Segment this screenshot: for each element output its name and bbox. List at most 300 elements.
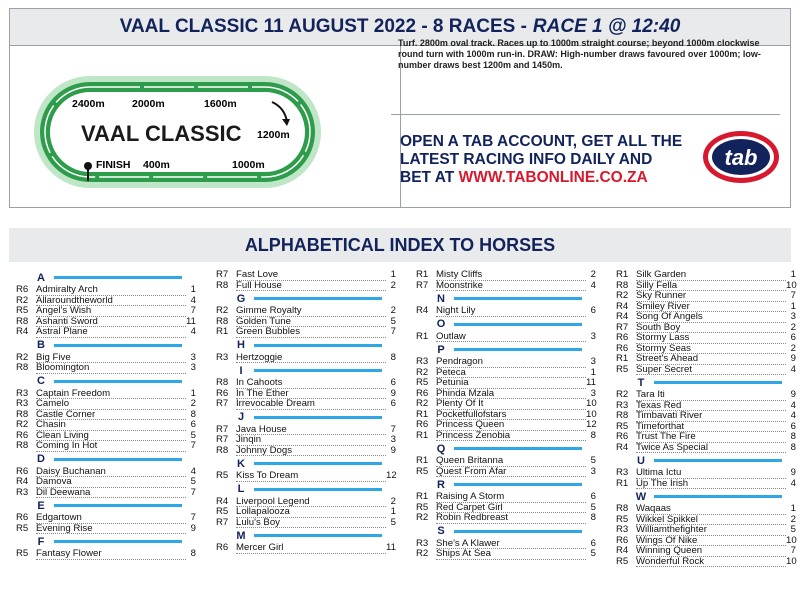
letter-header: [416, 317, 596, 332]
horse-name: Smiley River: [636, 302, 786, 313]
horse-name: Big Five: [36, 353, 186, 364]
horse-row: [216, 425, 396, 436]
race-number: R8: [616, 410, 629, 421]
letter-header: [16, 338, 196, 353]
draw-number: 3: [590, 465, 596, 477]
draw-number: 4: [190, 294, 196, 306]
race-number: R6: [216, 542, 229, 553]
horse-row: [216, 378, 396, 389]
letter-rule: [654, 459, 782, 462]
race-number: R7: [616, 321, 629, 333]
letter-rule: [54, 276, 182, 279]
race-number: R6: [416, 419, 429, 430]
draw-number: 10: [586, 398, 597, 409]
race-number: R8: [16, 315, 29, 327]
horse-row: [416, 431, 596, 442]
draw-number: 9: [390, 444, 396, 456]
race-number: R7: [216, 269, 229, 280]
race-number: R4: [16, 476, 29, 487]
horse-name: Irrevocable Dream: [236, 399, 386, 410]
horse-row: [216, 353, 396, 364]
horse-row: [216, 518, 396, 529]
horse-row: [616, 443, 796, 454]
horse-name: Red Carpet Girl: [436, 503, 586, 514]
horse-name: South Boy: [636, 323, 786, 334]
horse-name: Gimme Royalty: [236, 306, 386, 317]
letter-header: [16, 498, 196, 513]
draw-number: 7: [390, 326, 396, 337]
horse-row: [216, 399, 396, 410]
race-number: R4: [616, 300, 629, 312]
horse-row: [416, 503, 596, 514]
letter-rule: [454, 483, 582, 486]
letter-rule: [454, 348, 582, 351]
draw-number: 4: [790, 477, 796, 489]
horse-name: Robin Redbreast: [436, 513, 586, 524]
draw-number: 3: [590, 330, 596, 342]
horse-row: [216, 435, 396, 446]
draw-number: 3: [790, 311, 796, 322]
horse-name: Twice As Special: [636, 443, 786, 454]
race-number: R8: [16, 362, 29, 373]
label-1200: 1200m: [257, 129, 290, 141]
draw-number: 10: [786, 279, 797, 291]
horse-name: Quest From Afar: [436, 467, 586, 478]
letter: Q: [436, 442, 446, 455]
promo-line-2: [400, 151, 690, 169]
horse-name: Phinda Mzala: [436, 389, 586, 400]
tab-logo[interactable]: [700, 127, 782, 187]
draw-number: 7: [790, 290, 796, 301]
letter: I: [239, 364, 243, 377]
horse-name: In The Ether: [236, 389, 386, 400]
letter: M: [236, 529, 246, 542]
draw-number: 6: [190, 419, 196, 430]
horse-row: [16, 317, 196, 328]
draw-number: 5: [790, 524, 796, 535]
draw-number: 7: [790, 545, 796, 556]
letter-rule: [254, 534, 382, 537]
horse-name: Timeforthat: [636, 422, 786, 433]
horse-name: Silly Fella: [636, 281, 786, 292]
letter: N: [437, 292, 445, 305]
track-info: Turf. 2800m oval track. Races up to 1000m straight course; beyond 1000m clockwise round turn with 1000m run-in. DRAW: High-number draws favoured over 1000m; low-number draws best 1200m and 1450m.: [398, 38, 761, 70]
draw-number: 7: [190, 486, 196, 498]
letter: S: [437, 525, 445, 537]
horse-row: [616, 354, 796, 365]
draw-number: 1: [790, 503, 796, 514]
horse-row: [616, 401, 796, 412]
race-number: R4: [616, 441, 629, 453]
label-1000: 1000m: [232, 159, 265, 171]
horse-row: [616, 479, 796, 490]
letter-header: [216, 363, 396, 378]
draw-number: 10: [786, 555, 797, 567]
horse-row: [16, 549, 196, 560]
promo-line-3: [400, 169, 690, 187]
race-number: R6: [416, 387, 429, 399]
horse-row: [616, 302, 796, 313]
promo-line-1: OPEN A TAB ACCOUNT, GET ALL THE: [400, 133, 683, 150]
letter-header: [216, 456, 396, 471]
letter-header: [416, 477, 596, 492]
horse-row: [616, 422, 796, 433]
draw-number: 8: [190, 548, 196, 559]
letter: P: [437, 343, 445, 356]
race-number: R7: [416, 279, 429, 291]
horse-name: Dil Deewana: [36, 488, 186, 499]
horse-row: [216, 270, 396, 281]
letter-rule: [54, 344, 182, 347]
horse-name: Daisy Buchanan: [36, 467, 186, 478]
letter-header: [416, 342, 596, 357]
letter-header: [216, 291, 396, 306]
race-number: R4: [416, 305, 429, 316]
race-number: R8: [216, 315, 229, 327]
horse-name: Stormy Lass: [636, 333, 786, 344]
horse-name: Winning Queen: [636, 546, 786, 557]
promo-link[interactable]: WWW.TABONLINE.CO.ZA: [458, 169, 648, 186]
race-number: R5: [416, 465, 429, 477]
draw-number: 6: [590, 305, 596, 316]
letter: K: [237, 457, 245, 470]
draw-number: 3: [190, 362, 196, 373]
horse-row: [616, 270, 796, 281]
draw-number: 6: [590, 491, 596, 502]
horse-row: [216, 306, 396, 317]
horse-row: [16, 410, 196, 421]
index-column: [16, 270, 196, 560]
horse-name: Raising A Storm: [436, 492, 586, 503]
race-number: R3: [416, 356, 429, 367]
index-banner: [9, 228, 791, 262]
draw-number: 7: [190, 305, 196, 316]
letter-rule: [254, 416, 382, 419]
race-number: R3: [16, 398, 29, 409]
race-number: R6: [616, 342, 629, 354]
horse-name: Fantasy Flower: [36, 549, 186, 560]
letter: D: [37, 453, 45, 465]
race-number: R5: [16, 305, 29, 316]
race-number: R1: [416, 429, 429, 441]
draw-number: 1: [390, 506, 396, 517]
logo-text: tab: [724, 145, 758, 170]
race-number: R5: [616, 513, 629, 525]
horse-row: [16, 441, 196, 452]
letter-rule: [54, 458, 182, 461]
promo-line-3-text: BET AT: [400, 169, 459, 186]
horse-name: Outlaw: [436, 332, 586, 343]
letter: T: [637, 376, 645, 389]
horse-name: Java House: [236, 425, 386, 436]
horse-name: Full House: [236, 281, 386, 292]
horse-row: [16, 420, 196, 431]
promo-line-2-text: LATEST RACING INFO DAILY AND: [400, 151, 653, 168]
race-number: R1: [616, 477, 629, 489]
race-number: R5: [616, 555, 629, 567]
draw-number: 10: [586, 408, 597, 420]
horse-row: [616, 291, 796, 302]
horse-name: Pendragon: [436, 357, 586, 368]
horse-name: Waqaas: [636, 504, 786, 515]
horse-name: Green Bubbles: [236, 327, 386, 338]
letter-rule: [254, 369, 382, 372]
draw-number: 3: [390, 434, 396, 445]
horse-name: Jinqin: [236, 435, 386, 446]
horse-row: [16, 306, 196, 317]
race-number: R5: [216, 506, 229, 517]
race-number: R2: [216, 305, 229, 316]
horse-name: Mercer Girl: [236, 543, 386, 554]
horse-name: Allaroundtheworld: [36, 296, 186, 307]
label-2400: 2400m: [72, 98, 105, 110]
race-number: R2: [16, 419, 29, 430]
letter-rule: [454, 530, 582, 533]
race-number: R7: [216, 516, 229, 528]
race-number: R5: [416, 377, 429, 388]
draw-number: 12: [586, 419, 597, 430]
race-number: R7: [216, 434, 229, 445]
draw-number: 2: [790, 342, 796, 354]
horse-name: Queen Britanna: [436, 456, 586, 467]
horse-row: [616, 504, 796, 515]
horse-name: Lollapalooza: [236, 507, 386, 518]
horse-row: [416, 281, 596, 292]
divider: [391, 114, 780, 115]
draw-number: 2: [590, 269, 596, 280]
race-number: R8: [216, 377, 229, 388]
race-number: R3: [616, 399, 629, 411]
horse-name: Night Lily: [436, 306, 586, 317]
horse-name: Wings Of Nike: [636, 536, 786, 547]
horse-name: Street's Ahead: [636, 354, 786, 365]
horse-name: Trust The Fire: [636, 432, 786, 443]
horse-row: [416, 389, 596, 400]
race-time: RACE 1 @ 12:40: [532, 16, 681, 37]
race-number: R8: [616, 279, 629, 291]
horse-name: Angel's Wish: [36, 306, 186, 317]
draw-number: 1: [790, 300, 796, 312]
draw-number: 2: [790, 321, 796, 333]
horse-row: [616, 390, 796, 401]
race-number: R3: [16, 486, 29, 498]
letter-header: [616, 453, 796, 468]
horse-row: [16, 431, 196, 442]
horse-name: Damova: [36, 477, 186, 488]
letter-header: [616, 489, 796, 504]
draw-number: 4: [190, 326, 196, 337]
horse-row: [216, 543, 396, 554]
race-number: R5: [416, 501, 429, 513]
draw-number: 6: [790, 420, 796, 432]
horse-name: Wikkel Spikkel: [636, 515, 786, 526]
horse-name: Sky Runner: [636, 291, 786, 302]
draw-number: 8: [790, 431, 796, 442]
draw-number: 2: [390, 495, 396, 507]
horse-name: Stormy Seas: [636, 344, 786, 355]
race-number: R8: [616, 503, 629, 514]
race-number: R6: [616, 431, 629, 442]
draw-number: 1: [590, 366, 596, 378]
letter-header: [16, 534, 196, 549]
horse-name: Super Secret: [636, 365, 786, 376]
race-number: R8: [216, 444, 229, 456]
track-diagram: [10, 45, 401, 207]
draw-number: 8: [590, 429, 596, 441]
horse-name: Edgartown: [36, 513, 186, 524]
horse-name: Fast Love: [236, 270, 386, 281]
race-number: R6: [16, 429, 29, 441]
race-number: R1: [616, 353, 629, 364]
horse-name: Bloomington: [36, 363, 186, 374]
draw-number: 3: [590, 356, 596, 367]
horse-row: [416, 306, 596, 317]
horse-row: [616, 344, 796, 355]
index-column: [216, 270, 396, 554]
horse-row: [16, 389, 196, 400]
draw-number: 7: [390, 423, 396, 435]
horse-row: [416, 357, 596, 368]
race-number: R6: [616, 332, 629, 343]
horse-name: Pocketfullofstars: [436, 410, 586, 421]
draw-number: 6: [790, 332, 796, 343]
letter: O: [436, 318, 446, 330]
draw-number: 10: [786, 534, 797, 546]
draw-number: 6: [390, 398, 396, 409]
promo-text: [400, 133, 690, 187]
letter-header: [416, 524, 596, 539]
race-number: R4: [616, 545, 629, 556]
horse-row: [416, 492, 596, 503]
horse-row: [216, 389, 396, 400]
letter-rule: [54, 380, 182, 383]
race-number: R2: [416, 548, 429, 559]
letter-rule: [254, 488, 382, 491]
draw-number: 4: [790, 363, 796, 375]
letter-header: [16, 270, 196, 285]
letter-header: [216, 528, 396, 543]
horse-row: [16, 327, 196, 338]
horse-name: Kiss To Dream: [236, 471, 386, 482]
race-number: R7: [216, 423, 229, 435]
race-number: R2: [616, 290, 629, 301]
horse-row: [16, 477, 196, 488]
race-number: R8: [16, 440, 29, 451]
letter-rule: [654, 381, 782, 384]
letter-rule: [254, 297, 382, 300]
draw-number: 5: [590, 548, 596, 559]
horse-row: [416, 270, 596, 281]
horse-row: [216, 317, 396, 328]
horse-row: [16, 363, 196, 374]
horse-row: [616, 525, 796, 536]
race-number: R2: [416, 512, 429, 523]
letter: G: [236, 292, 246, 305]
race-number: R6: [16, 284, 29, 295]
draw-number: 2: [390, 279, 396, 291]
race-number: R4: [16, 326, 29, 337]
horse-name: Ships At Sea: [436, 549, 586, 560]
letter-header: [616, 375, 796, 390]
horse-row: [416, 549, 596, 560]
race-number: R7: [216, 398, 229, 409]
letter-header: [16, 374, 196, 389]
draw-number: 9: [190, 522, 196, 534]
horse-row: [616, 281, 796, 292]
race-number: R5: [16, 548, 29, 559]
draw-number: 5: [190, 476, 196, 487]
horse-row: [616, 536, 796, 547]
track-map: [10, 45, 400, 207]
horse-row: [216, 497, 396, 508]
letter-header: [16, 452, 196, 467]
horse-name: Lulu's Boy: [236, 518, 386, 529]
horse-row: [616, 312, 796, 323]
race-number: R3: [616, 467, 629, 478]
horse-name: Johnny Dogs: [236, 446, 386, 457]
race-number: R6: [616, 534, 629, 546]
race-number: R3: [16, 387, 29, 399]
draw-number: 9: [790, 467, 796, 478]
letter: C: [37, 375, 45, 387]
horse-name: Astral Plane: [36, 327, 186, 338]
horse-row: [216, 327, 396, 338]
race-number: R1: [216, 326, 229, 337]
draw-number: 9: [790, 353, 796, 364]
draw-number: 3: [590, 387, 596, 399]
horse-row: [616, 468, 796, 479]
tab-logo-icon: [700, 127, 782, 187]
race-number: R1: [416, 491, 429, 502]
race-number: R8: [216, 279, 229, 291]
horse-row: [216, 507, 396, 518]
race-number: R2: [16, 351, 29, 363]
track-name: VAAL CLASSIC: [81, 121, 242, 146]
race-number: R2: [416, 366, 429, 378]
draw-number: 8: [190, 408, 196, 420]
horse-name: Coming In Hot: [36, 441, 186, 452]
draw-number: 11: [386, 542, 396, 553]
horse-row: [416, 368, 596, 379]
horse-name: Hertzoggie: [236, 353, 386, 364]
race-number: R1: [416, 330, 429, 342]
horse-row: [16, 296, 196, 307]
draw-number: 5: [390, 315, 396, 327]
horse-name: Golden Tune: [236, 317, 386, 328]
draw-number: 6: [590, 537, 596, 549]
race-number: R2: [416, 398, 429, 409]
horse-name: Tara Iti: [636, 390, 786, 401]
draw-number: 3: [190, 351, 196, 363]
horse-row: [616, 515, 796, 526]
race-number: R3: [616, 524, 629, 535]
race-number: R1: [416, 455, 429, 466]
draw-number: 1: [790, 269, 796, 280]
horse-row: [616, 432, 796, 443]
label-2000: 2000m: [132, 98, 165, 110]
horse-name: Chasin: [36, 420, 186, 431]
horse-name: Petunia: [436, 378, 586, 389]
letter: E: [37, 499, 45, 512]
draw-number: 11: [586, 377, 596, 388]
horse-row: [416, 456, 596, 467]
letter: R: [437, 478, 445, 491]
letter: B: [37, 339, 45, 351]
draw-number: 2: [390, 305, 396, 316]
race-number: R8: [16, 408, 29, 420]
horse-row: [216, 471, 396, 482]
horse-name: Evening Rise: [36, 524, 186, 535]
